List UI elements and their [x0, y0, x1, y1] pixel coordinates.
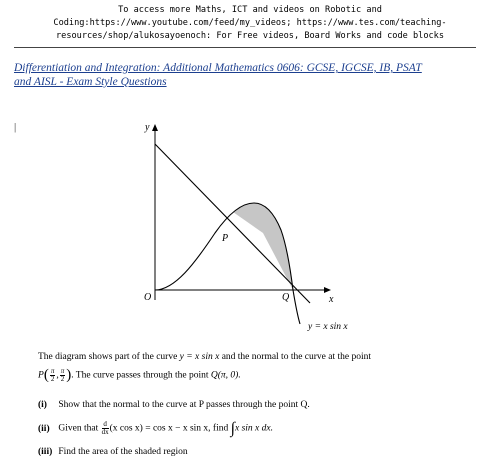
derivative-operator: $\frac{d}{dx}$ — [101, 420, 109, 436]
question-stem-line-1 — [38, 351, 371, 364]
stem-text-b: and the normal to the curve at the point — [221, 352, 372, 362]
header-line-1: To access more Maths, ICT and videos on Robotic and — [118, 5, 382, 15]
part-ii — [38, 421, 273, 436]
part-iii — [38, 446, 188, 459]
document-title[interactable] — [14, 61, 486, 89]
part-ii-number: (ii) — [38, 423, 50, 434]
fraction-pi-over-2-y: $\frac{\pi}{2}$ — [60, 367, 65, 383]
curve-path — [155, 203, 300, 324]
part-i-text: Show that the normal to the curve at P passes through the point Q. — [58, 400, 310, 410]
point-q-coords: Q(π, 0). — [210, 370, 241, 381]
header-line-2[interactable]: Coding:https://www.youtube.com/feed/my_videos; https://www.tes.com/teaching- — [53, 18, 447, 28]
part-i — [38, 399, 310, 412]
stem-text-c: . The curve passes through the point — [71, 370, 209, 381]
part-iii-text: Find the area of the shaded region — [58, 447, 188, 457]
curve-equation: y = x sin x — [179, 352, 220, 362]
header-divider — [14, 47, 476, 48]
y-axis-arrow — [152, 124, 158, 131]
point-p-label: P — [222, 233, 229, 244]
margin-mark: | — [14, 121, 17, 133]
part-ii-text-b: (x cos x) = cos x − x sin x, find — [109, 423, 229, 434]
header-line-3[interactable]: resources/shop/alukosayoenoch: For Free videos, Board Works and code blocks — [55, 31, 445, 41]
x-axis-arrow — [324, 287, 331, 293]
header-banner — [0, 4, 500, 43]
origin-label: O — [144, 292, 152, 303]
stem-text-a: The diagram shows part of the curve — [38, 352, 178, 362]
integral-sign: ∫ — [230, 420, 235, 437]
curve-diagram — [135, 118, 365, 338]
x-axis-label: x — [329, 294, 334, 305]
point-q-label: Q — [282, 292, 290, 303]
title-line-2[interactable]: and AISL - Exam Style Questions — [14, 76, 167, 88]
part-i-number: (i) — [38, 400, 47, 410]
title-line-1[interactable]: Differentiation and Integration: Additional Mathematics 0606: GCSE, IGCSE, IB, PSAT — [14, 62, 422, 74]
curve-label: y = x sin x — [308, 322, 348, 332]
y-axis-label: y — [145, 122, 150, 133]
point-p: P — [38, 370, 44, 381]
part-ii-text-a: Given that — [58, 423, 99, 434]
part-ii-integrand: x sin x dx. — [235, 423, 273, 434]
part-iii-number: (iii) — [38, 447, 53, 457]
fraction-pi-over-2-x: $\frac{\pi}{2}$ — [50, 367, 55, 383]
question-stem-line-2: P( $\frac{\pi}{2}$ , $\frac{\pi}{2}$ ). The curve passes through the point Q(π, 0). — [38, 367, 241, 383]
